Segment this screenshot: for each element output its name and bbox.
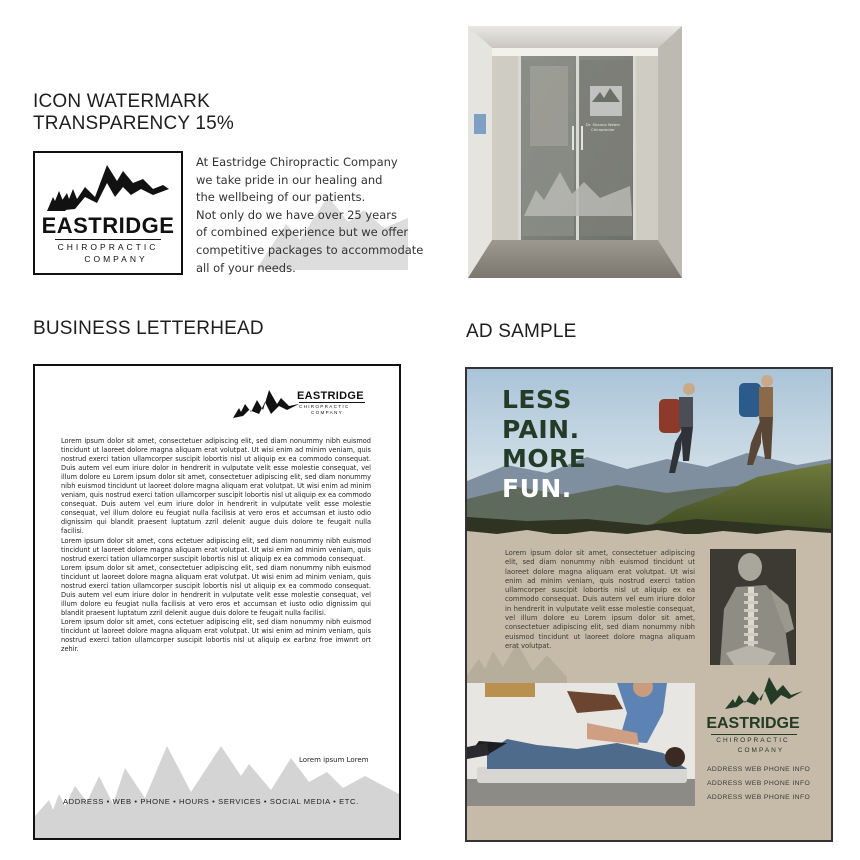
letterhead-paragraph: Lorem ipsum dolor sit amet, consectetuer adipiscing elit, sed diam nonummy nibh euismod tincidunt ut laoreet dolore magna aliquam erat volutpat. Ut wisi enim ad minim veniam, quis nostrud exerci tation ullamcorper suscipit lobortis nisl ut aliquip ex ea commodo consequat. Duis autem vel eum iriure dolor in hendrerit in vulputate velit esse molestie consequat, vel illum dolore eu feugiat nulla facilisis at vero eros et accumsan et iusto odio dignissim qui blandit praesent luptatum zzril delenit augue duis dolore te feugait nulla facilisi. — [61, 563, 371, 617]
letterhead-footer: ADDRESS • WEB • PHONE • HOURS • SERVICES • SOCIAL MEDIA • ETC. — [63, 797, 359, 806]
intro-text — [196, 154, 424, 277]
ad-sample — [465, 367, 833, 842]
ad-logo-sub1: CHIROPRACTIC — [716, 737, 790, 744]
letterhead-paragraph: Lorem ipsum dolor sit amet, cons ectetuer adipiscing elit, sed diam nonummy nibh euismod tincidunt ut laoreet dolore magna aliquam erat volutpat. Ut wisi enim ad minim veniam, quis nostrud exerci tation ullamcorper suscipit lobortis nisl ut aliquip ex ea commodo consequat. — [61, 536, 371, 563]
ad-logo-name: EASTRIDGE — [706, 715, 800, 732]
logo-name: EASTRIDGE — [41, 213, 175, 238]
letterhead-paragraph: Lorem ipsum dolor sit amet, cons ectetuer adipiscing elit, sed diam nonummy nibh euismod tincidunt ut laoreet dolore magna aliquam erat volutpat. Ut wisi enim ad minim veniam, quis nostrud exerci tation ullamcorper suscipit lobortis nisl ut aliquip ex earbnz froe imwnrt ort zehir. — [61, 617, 371, 654]
letterhead-logo-rule — [299, 402, 365, 403]
door-photo-illustration — [468, 26, 682, 278]
ad-address-line: ADDRESS WEB PHONE INFO — [707, 766, 811, 773]
door-nameplate-line2: Chiropractor — [591, 127, 615, 132]
torn-edge — [467, 525, 831, 541]
ad-heading: AD SAMPLE — [466, 321, 577, 342]
letterhead-logo-sub2: COMPANY — [311, 410, 343, 415]
intro-line: the wellbeing of our patients. — [196, 190, 366, 205]
intro-line: Not only do we have over 25 years — [196, 207, 398, 222]
mountain-logo-icon — [45, 159, 171, 211]
letterhead-page — [33, 364, 401, 840]
letterhead-paragraph: Lorem ipsum dolor sit amet, consectetuer adipiscing elit, sed diam nonummy nibh euismod tincidunt ut laoreet dolore magna aliquam erat volutpat. Ut wisi enim ad minim veniam, quis nostrud exerci tation ullamcorper suscipit lobortis nisl ut aliquip ex ea commodo consequat. Duis autem vel eum iriure dolor in hendrerit in vulputate velit esse molestie consequat, vel illum dolore eu Lorem ipsum dolor sit amet, consectetuer adipiscing elit, sed diam nonummy nibh euismod tincidunt ut laoreet dolore magna aliquam erat volutpat. Ut wisi enim ad minim veniam, quis nostrud exerci tation ullamcorper suscipit lobortis nisl ut aliquip ex ea commodo consequat. Duis autem vel eum iriure dolor in hendrerit in vulputate velit esse molestie consequat, vel illum dolore eu feugiat nulla facilisis at vero eros et accumsan et iusto odio dignissim qui blandit praesent luptatum zzril delenit augue duis dolore te feugait nulla facilisi. — [61, 437, 371, 536]
letterhead-mountain-logo-icon — [233, 388, 299, 418]
watermark-heading-line2: TRANSPARENCY 15% — [33, 113, 235, 134]
ad-headline-line3: MORE — [502, 444, 587, 473]
ad-logo-rule — [711, 734, 797, 735]
intro-line: we take pride in our healing and — [196, 172, 383, 187]
ad-body-text: Lorem ipsum dolor sit amet, consectetuer adipiscing elit, sed diam nonummy nibh euismod tincidunt ut laoreet dolore magna aliquam erat volutpat. Ut wisi enim ad minim veniam, quis nostrud exerci tation ullamcorper suscipit lobortis nisl ut aliquip ex ea commodo consequat. Duis autem vel eum iriure dolor in hendrerit in vulputate velit esse molestie consequat, vel illum dolore eu Lorem ipsum dolor sit amet, consectetuer adipiscing elit, sed diam nonummy nibh euismod tincidunt ut laoreet dolore magna aliquam erat volutpat. — [505, 549, 695, 650]
letterhead-watermark-icon — [35, 706, 399, 838]
letterhead-logo-sub1: CHIROPRACTIC — [299, 404, 350, 409]
eastridge-logo-box — [33, 151, 183, 275]
intro-line: of combined experience but we offer — [196, 225, 409, 240]
logo-rule — [55, 239, 161, 240]
ad-headline-line2: PAIN. — [502, 414, 580, 444]
ad-address-line: ADDRESS WEB PHONE INFO — [707, 794, 811, 801]
letterhead-heading: BUSINESS LETTERHEAD — [33, 318, 264, 339]
watermark-heading — [33, 91, 234, 135]
door-nameplate — [578, 122, 628, 132]
ad-address-line: ADDRESS WEB PHONE INFO — [707, 780, 811, 787]
spine-xray-image — [710, 549, 796, 665]
chiropractor-photo — [467, 683, 695, 806]
logo-subtitle-line1: CHIROPRACTIC — [57, 242, 159, 252]
ad-logo-sub2: COMPANY — [737, 747, 785, 754]
letterhead-body — [61, 437, 371, 654]
intro-line: competitive packages to accommodate — [196, 242, 424, 257]
intro-line: At Eastridge Chiropractic Company — [196, 155, 398, 169]
ad-headline-line1: LESS — [502, 385, 572, 414]
ad-headline — [502, 385, 586, 503]
letterhead-logo-name: EASTRIDGE — [297, 390, 364, 402]
door-nameplate-line1: Dr. Shanna Weber — [585, 122, 621, 127]
intro-line: all of your needs. — [196, 260, 296, 275]
ad-headline-line4: FUN. — [502, 473, 572, 503]
office-door-photo — [468, 26, 682, 278]
ad-mountain-logo-icon — [725, 675, 805, 709]
letterhead-signature: Lorem ipsum Lorem — [299, 756, 369, 764]
watermark-heading-line1: ICON WATERMARK — [33, 91, 210, 112]
logo-subtitle-line2: COMPANY — [84, 254, 148, 264]
